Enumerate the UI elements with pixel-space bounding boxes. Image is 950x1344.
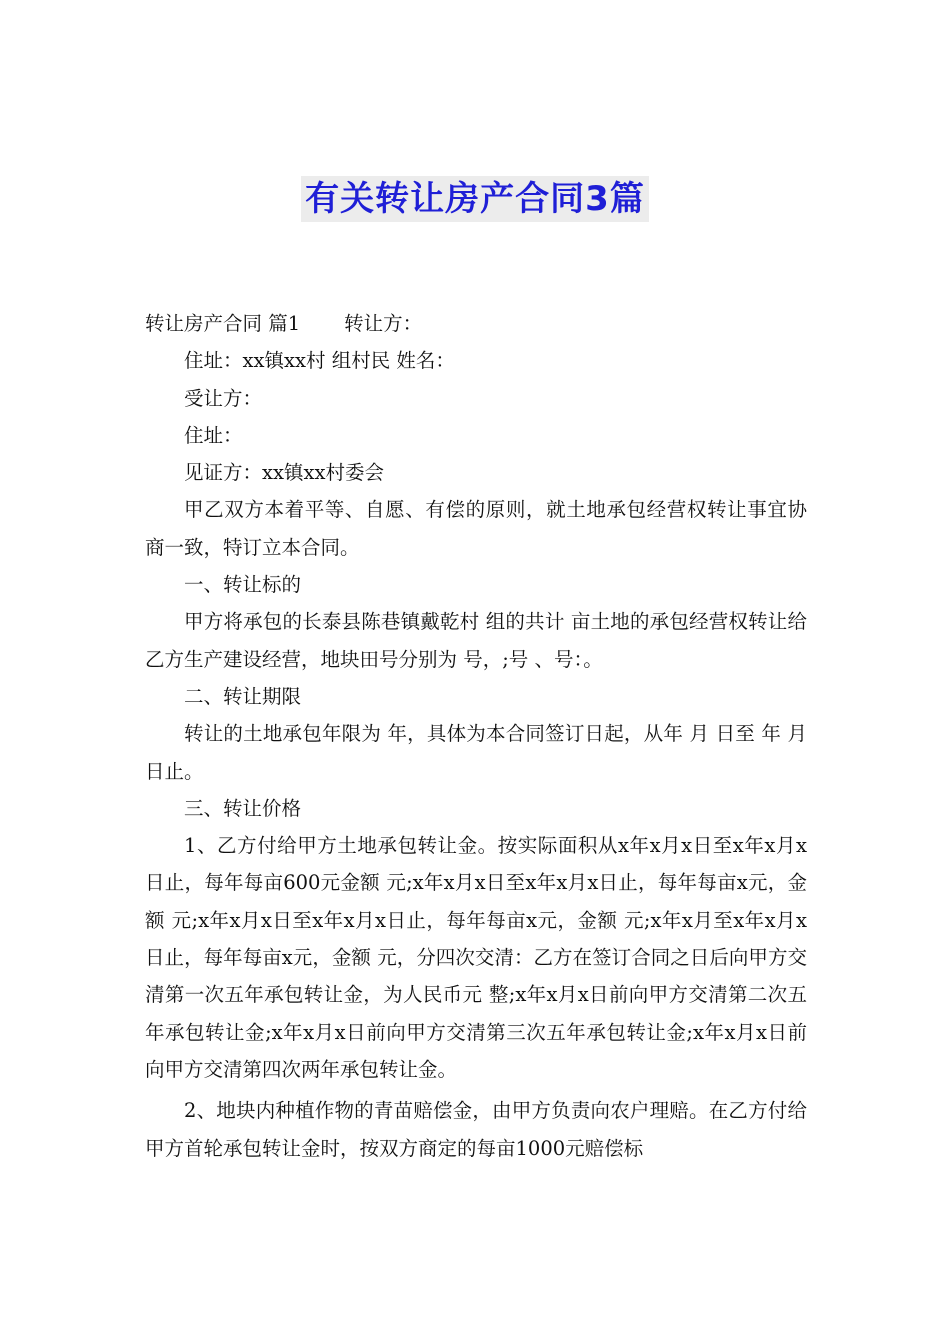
paragraph-transferee: 受让方： [184, 386, 263, 410]
paragraph-term: 转让的土地承包年限为 年，具体为本合同签订日起，从年 月 日至 年 月 日止。 [145, 722, 807, 783]
paragraph-price-1: 1、乙方付给甲方土地承包转让金。按实际面积从x年x月x日至x年x月x日止，每年每亩600元金额 元;x年x月x日至x年x月x日止，每年每亩x元，金额 元;x年x月x日至x年x月x日止，每年每亩x元，金额 元;x年x月至x年x月x日止，每年每亩x元，金额 元，分四次交清：乙方在签订合同之日后向甲方交清第一次五年承包转让金，为人民币元 整;x年x月x日前向甲方交清第二次五年承包转让金;x年x月x日前向甲方交清第三次五年承包转让金;x年x月x日前向甲方交清第四次两年承包转让金。 [145, 834, 807, 1081]
paragraph-witness: 见证方：xx镇xx村委会 [184, 461, 384, 485]
paragraph-address-1: 住址：xx镇xx村 组村民 姓名： [184, 349, 455, 373]
paragraph-price-2: 2、地块内种植作物的青苗赔偿金，由甲方负责向农户理赔。在乙方付给甲方首轮承包转让金时，按双方商定的每亩1000元赔偿标 [145, 1099, 807, 1160]
section-heading-2: 二、转让期限 [184, 684, 302, 708]
contract-heading: 转让房产合同 篇1 [145, 312, 301, 335]
section-heading-3: 三、转让价格 [184, 796, 302, 820]
section-heading-1: 一、转让标的 [184, 573, 302, 597]
document-body [145, 305, 807, 1167]
paragraph-address-2: 住址： [184, 423, 243, 447]
intro-line [145, 305, 807, 342]
document-title: 有关转让房产合同3篇 [301, 176, 649, 222]
title-container [0, 176, 950, 222]
paragraph-preamble: 甲乙双方本着平等、自愿、有偿的原则，就土地承包经营权转让事宜协商一致，特订立本合同。 [145, 498, 807, 559]
paragraph-subject: 甲方将承包的长泰县陈巷镇戴乾村 组的共计 亩土地的承包经营权转让给乙方生产建设经营，地块田号分别为 号，;号 、号：。 [145, 610, 807, 671]
transferor-label: 转让方： [344, 312, 423, 335]
